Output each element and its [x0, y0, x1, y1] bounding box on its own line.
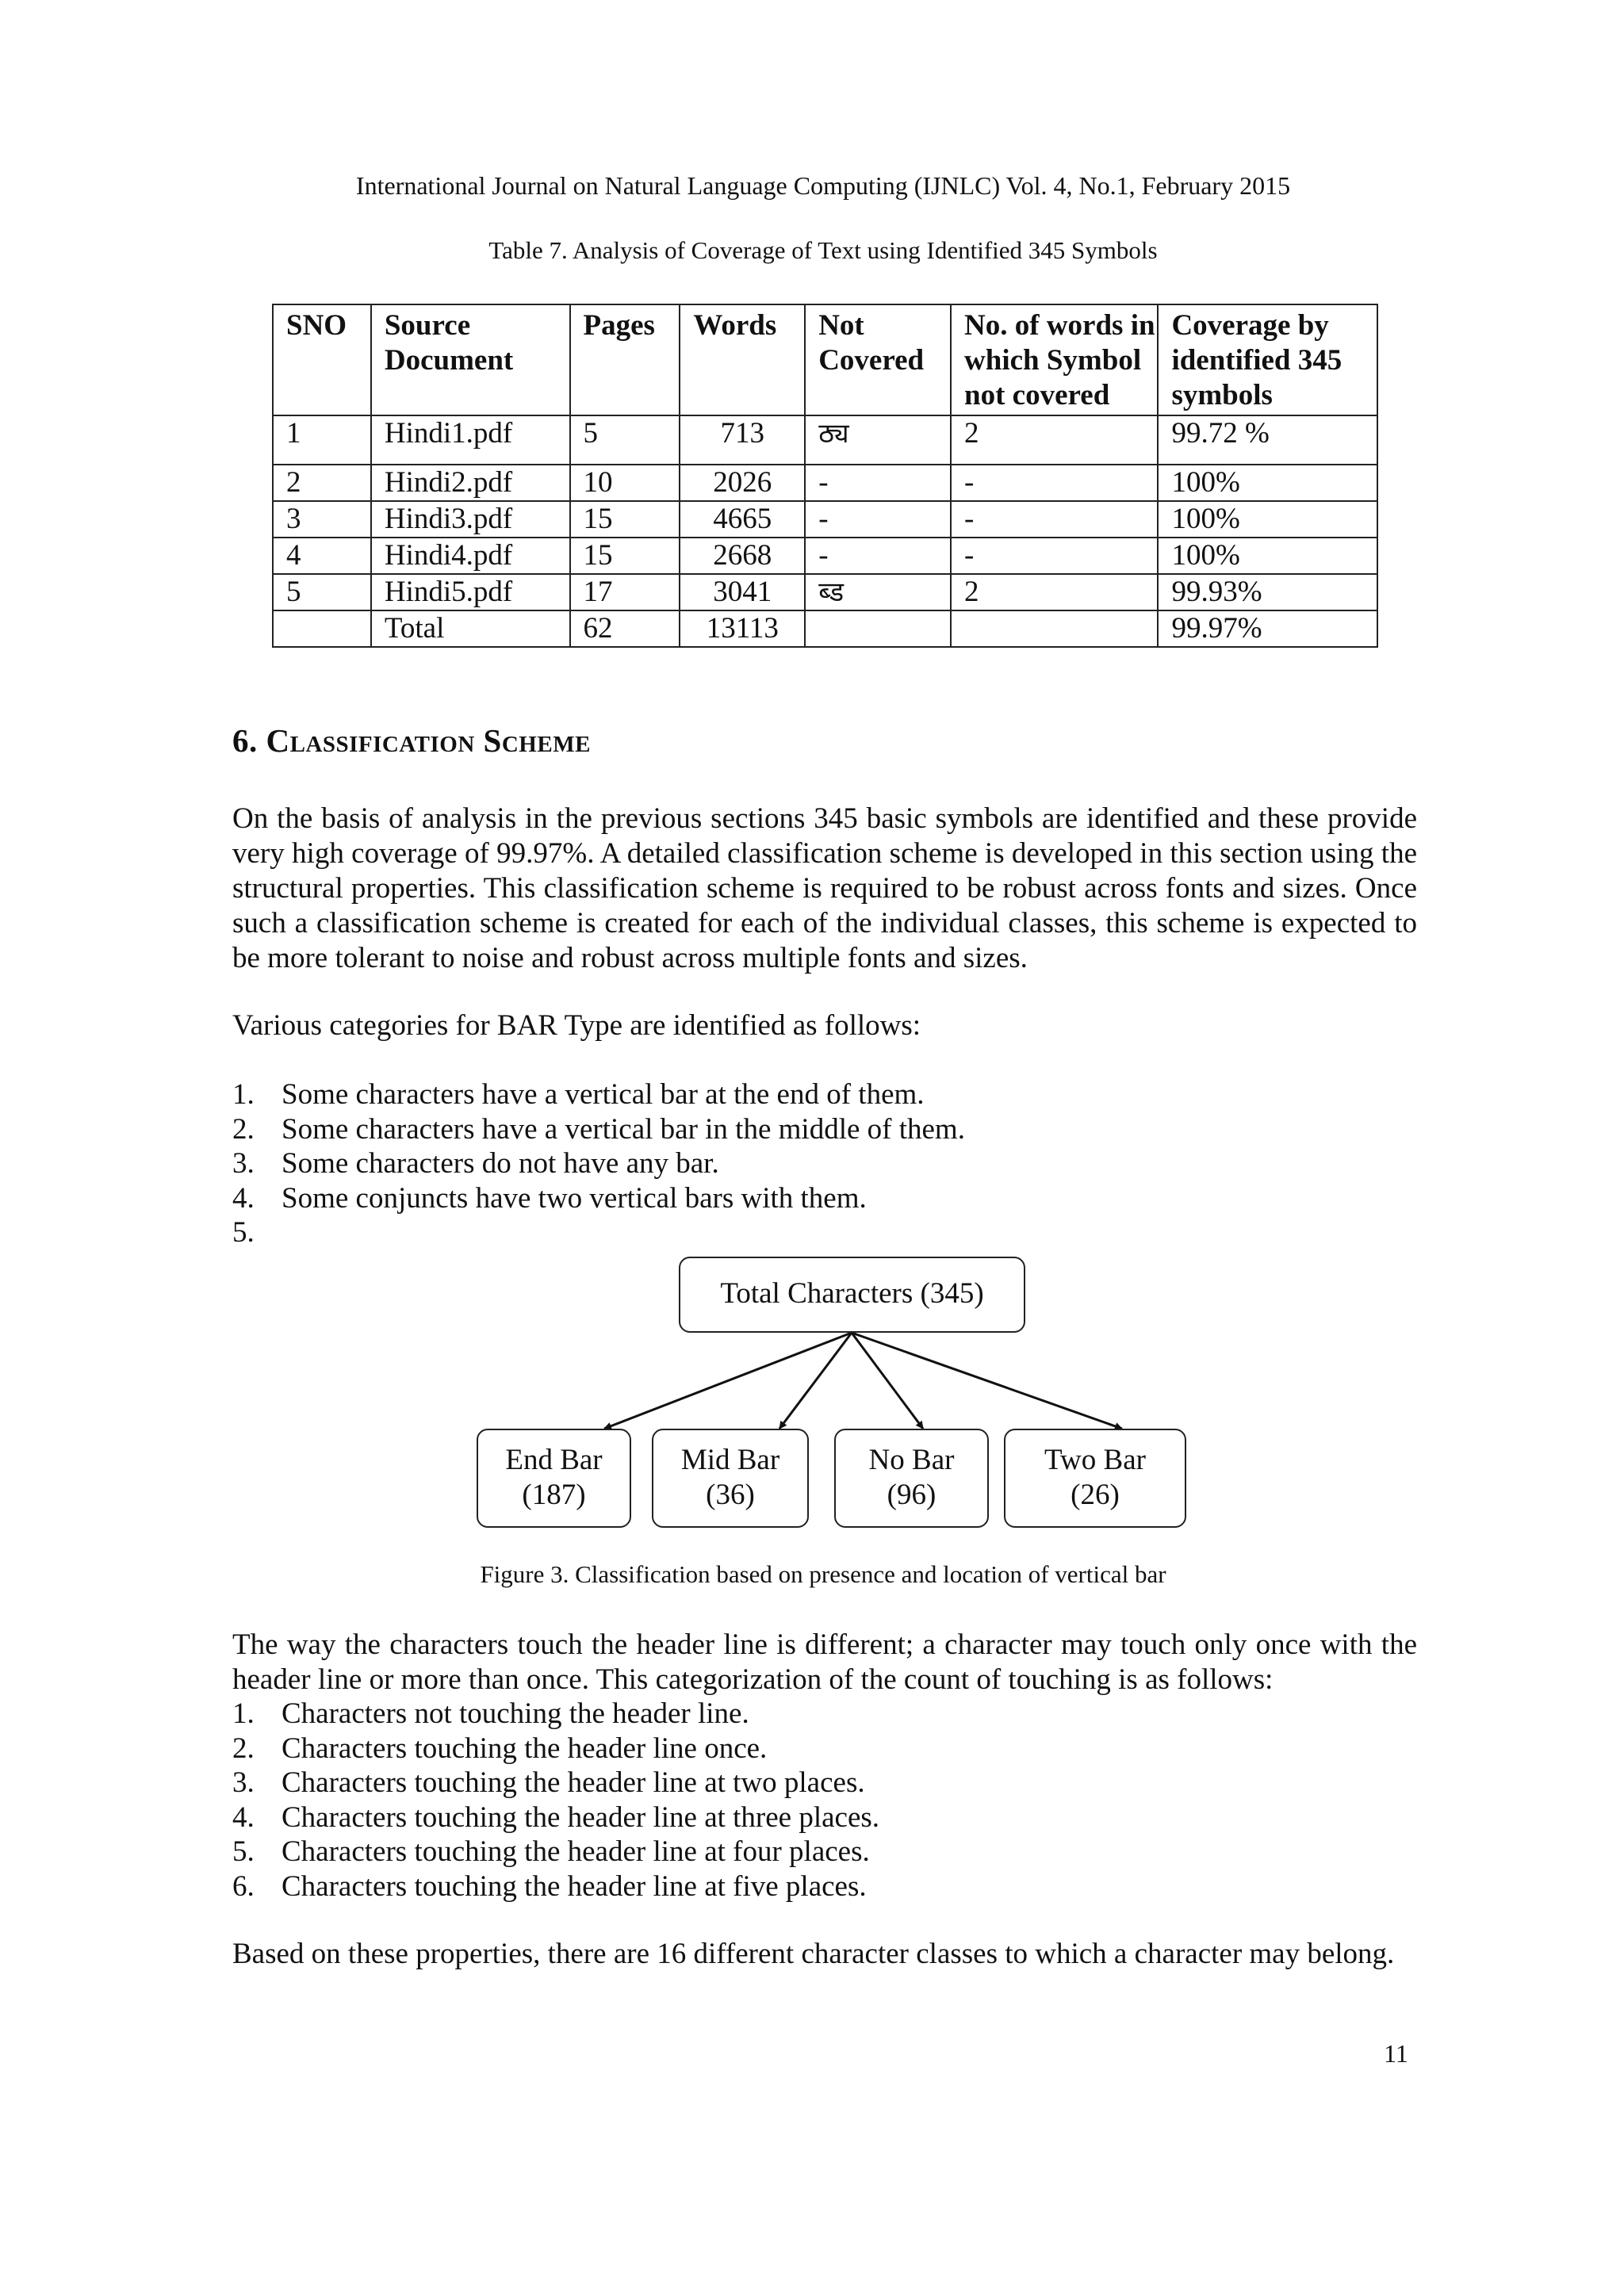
cell-coverage: 99.93% — [1158, 574, 1377, 610]
cell-coverage: 100% — [1158, 465, 1377, 501]
cell-coverage: 99.72 % — [1158, 415, 1377, 465]
header-words: Words — [680, 304, 805, 415]
list-number: 6. — [232, 1869, 255, 1903]
paragraph-header-touch: The way the characters touch the header line is different; a character may touch only once with the header line or more than once. This categorization of the count of touching is as follows: — [232, 1628, 1417, 1696]
cell-coverage: 100% — [1158, 538, 1377, 574]
cell-coverage: 100% — [1158, 501, 1377, 538]
list-item — [232, 1766, 879, 1800]
cell-words: 713 — [680, 415, 805, 465]
touch-count-list — [232, 1697, 879, 1904]
list-number: 5. — [232, 1216, 255, 1249]
list-number: 1. — [232, 1078, 255, 1111]
list-text: Characters touching the header line once. — [282, 1732, 768, 1765]
cell-pages: 5 — [570, 415, 680, 465]
cell-source: Hindi2.pdf — [371, 465, 570, 501]
section-heading: 6. Classification Scheme — [232, 722, 591, 759]
arrow-to-two-bar — [852, 1333, 1122, 1429]
cell-words: 13113 — [680, 610, 805, 647]
devanagari-glyph: ब्ड — [818, 576, 845, 608]
cell-pages: 62 — [570, 610, 680, 647]
cell-words-not-covered: - — [951, 465, 1158, 501]
list-text: Characters not touching the header line. — [282, 1697, 749, 1730]
list-text: Some characters have a vertical bar in the middle of them. — [282, 1112, 965, 1146]
node-count: (187) — [522, 1479, 586, 1511]
cell-source: Hindi3.pdf — [371, 501, 570, 538]
list-item — [232, 1800, 879, 1835]
list-text: Characters touching the header line at four places. — [282, 1835, 870, 1868]
node-label: Mid Bar — [680, 1444, 780, 1476]
cell-sno: 5 — [273, 574, 371, 610]
list-number: 3. — [232, 1147, 255, 1180]
list-number: 1. — [232, 1697, 255, 1730]
cell-pages: 17 — [570, 574, 680, 610]
cell-source: Hindi5.pdf — [371, 574, 570, 610]
arrow-to-no-bar — [852, 1333, 923, 1429]
page-number: 11 — [1384, 2039, 1408, 2068]
cell-pages: 15 — [570, 538, 680, 574]
table-caption: Table 7. Analysis of Coverage of Text using Identified 345 Symbols — [488, 236, 1158, 264]
devanagari-glyph: ठ्य — [818, 418, 849, 450]
node-label: End Bar — [505, 1444, 603, 1476]
cell-sno: 1 — [273, 415, 371, 465]
cell-sno: 4 — [273, 538, 371, 574]
list-text: Characters touching the header line at five places. — [282, 1869, 867, 1903]
list-text: Characters touching the header line at two places. — [282, 1766, 865, 1799]
list-item — [232, 1835, 879, 1869]
node-mid-bar — [652, 1429, 809, 1528]
list-text: Some conjuncts have two vertical bars with them. — [282, 1181, 867, 1215]
cell-sno: 3 — [273, 501, 371, 538]
list-item — [232, 1732, 879, 1766]
header-sno: SNO — [273, 304, 371, 415]
node-label: No Bar — [868, 1444, 955, 1476]
cell-words-not-covered: 2 — [951, 415, 1158, 465]
node-label: Two Bar — [1044, 1444, 1146, 1476]
list-item — [232, 1869, 879, 1904]
paragraph-intro: On the basis of analysis in the previous sections 345 basic symbols are identified and these provide very high coverage of 99.97%. A detailed classification scheme is developed in this section using the structural properties. This classification scheme is required to be robust across fonts and sizes. Once such a classification scheme is created for each of the individual classes, this scheme is expected to be more tolerant to noise and robust across multiple fonts and sizes. — [232, 802, 1417, 974]
node-label: Total Characters (345) — [720, 1277, 984, 1310]
list-number: 2. — [232, 1732, 255, 1765]
cell-not-covered: - — [805, 538, 951, 574]
list-number: 2. — [232, 1112, 255, 1146]
node-no-bar — [834, 1429, 989, 1528]
cell-words-not-covered: - — [951, 538, 1158, 574]
list-text: Characters touching the header line at three places. — [282, 1800, 880, 1834]
node-count: (36) — [706, 1479, 755, 1511]
cell-not-covered: - — [805, 501, 951, 538]
list-text: Some characters do not have any bar. — [282, 1147, 719, 1180]
node-count: (96) — [887, 1479, 936, 1511]
list-text: Some characters have a vertical bar at the end of them. — [282, 1078, 925, 1111]
cell-words: 2668 — [680, 538, 805, 574]
list-number: 4. — [232, 1800, 255, 1834]
cell-pages: 15 — [570, 501, 680, 538]
running-header: International Journal on Natural Language Computing (IJNLC) Vol. 4, No.1, February 2015 — [355, 171, 1291, 200]
cell-sno: 2 — [273, 465, 371, 501]
cell-words: 3041 — [680, 574, 805, 610]
cell-pages: 10 — [570, 465, 680, 501]
node-end-bar — [477, 1429, 631, 1528]
header-coverage: Coverage by identified 345 symbols — [1158, 304, 1377, 415]
header-pages: Pages — [570, 304, 680, 415]
list-item — [232, 1697, 879, 1732]
cell-source: Total — [371, 610, 570, 647]
list-number: 5. — [232, 1835, 255, 1868]
list-number: 4. — [232, 1181, 255, 1215]
node-two-bar — [1004, 1429, 1186, 1528]
paragraph-bar-types: Various categories for BAR Type are identified as follows: — [232, 1009, 921, 1042]
cell-source: Hindi1.pdf — [371, 415, 570, 465]
node-total-characters — [679, 1257, 1025, 1333]
cell-source: Hindi4.pdf — [371, 538, 570, 574]
cell-words-not-covered: 2 — [951, 574, 1158, 610]
header-not-covered: Not Covered — [805, 304, 951, 415]
list-number: 3. — [232, 1766, 255, 1799]
header-words-not-covered: No. of words in which Symbol not covered — [951, 304, 1158, 415]
cell-not-covered: - — [805, 465, 951, 501]
header-source-document: Source Document — [371, 304, 570, 415]
cell-words: 4665 — [680, 501, 805, 538]
cell-words-not-covered: - — [951, 501, 1158, 538]
node-count: (26) — [1071, 1479, 1120, 1511]
cell-words: 2026 — [680, 465, 805, 501]
figure-caption: Figure 3. Classification based on presence and location of vertical bar — [480, 1560, 1166, 1588]
paragraph-character-classes: Based on these properties, there are 16 different character classes to which a character may belong. — [232, 1938, 1395, 1970]
cell-coverage: 99.97% — [1158, 610, 1377, 647]
